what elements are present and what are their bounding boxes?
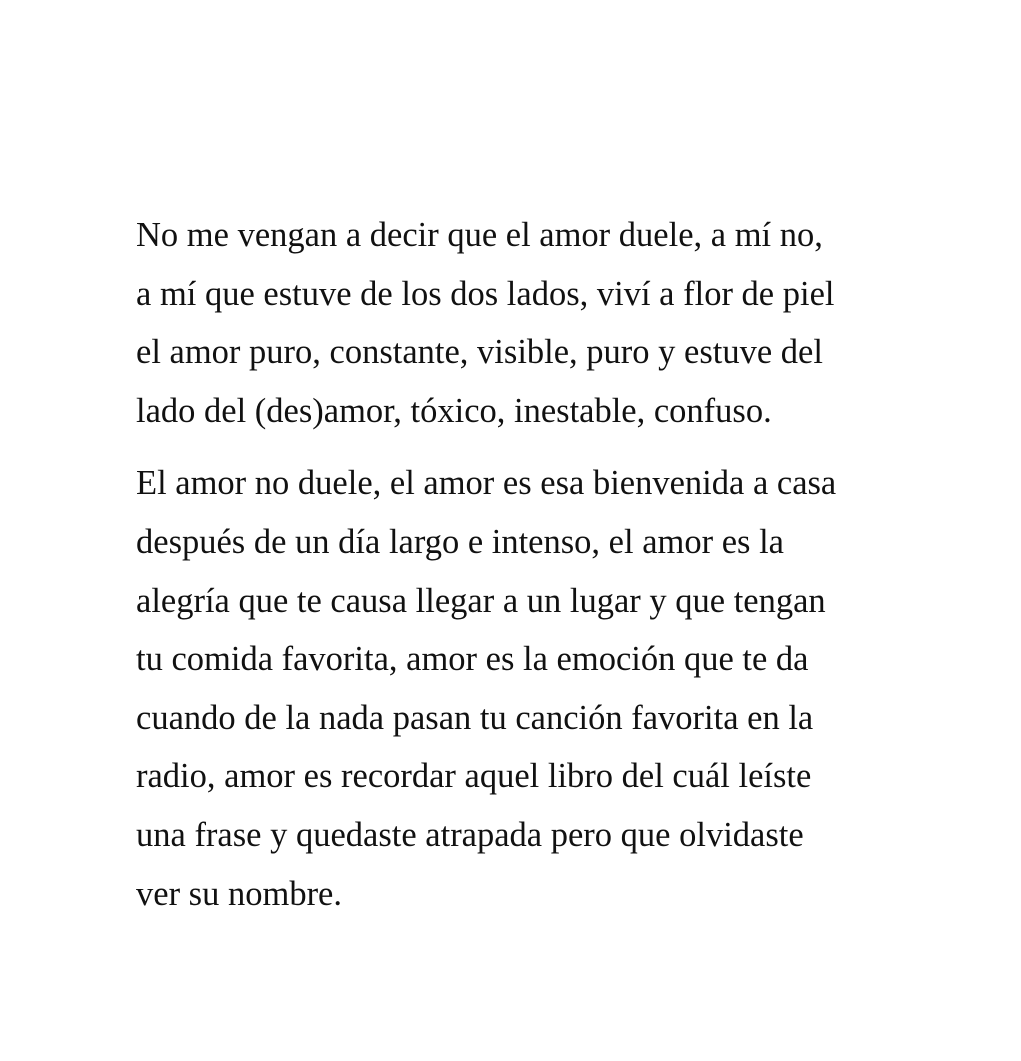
text-line: alegría que te causa llegar a un lugar y que tengan <box>136 581 826 620</box>
text-line: El amor no duele, el amor es esa bienvenida a casa <box>136 464 837 503</box>
poem-text <box>136 206 916 923</box>
text-line: radio, amor es recordar aquel libro del cuál leíste <box>136 757 812 796</box>
text-line: lado del (des)amor, tóxico, inestable, confuso. <box>136 391 772 430</box>
text-line: a mí que estuve de los dos lados, viví a flor de piel <box>136 274 835 313</box>
text-line: No me vengan a decir que el amor duele, a mí no, <box>136 216 823 254</box>
text-line: ver su nombre. <box>136 874 342 913</box>
paragraph-1 <box>136 206 916 440</box>
text-line: después de un día largo e intenso, el amor es la <box>136 522 784 561</box>
text-line: el amor puro, constante, visible, puro y estuve del <box>136 333 823 372</box>
text-line: una frase y quedaste atrapada pero que olvidaste <box>136 815 804 854</box>
text-line: tu comida favorita, amor es la emoción que te da <box>136 640 809 679</box>
text-line: cuando de la nada pasan tu canción favorita en la <box>136 698 814 737</box>
paragraph-2 <box>136 454 916 923</box>
